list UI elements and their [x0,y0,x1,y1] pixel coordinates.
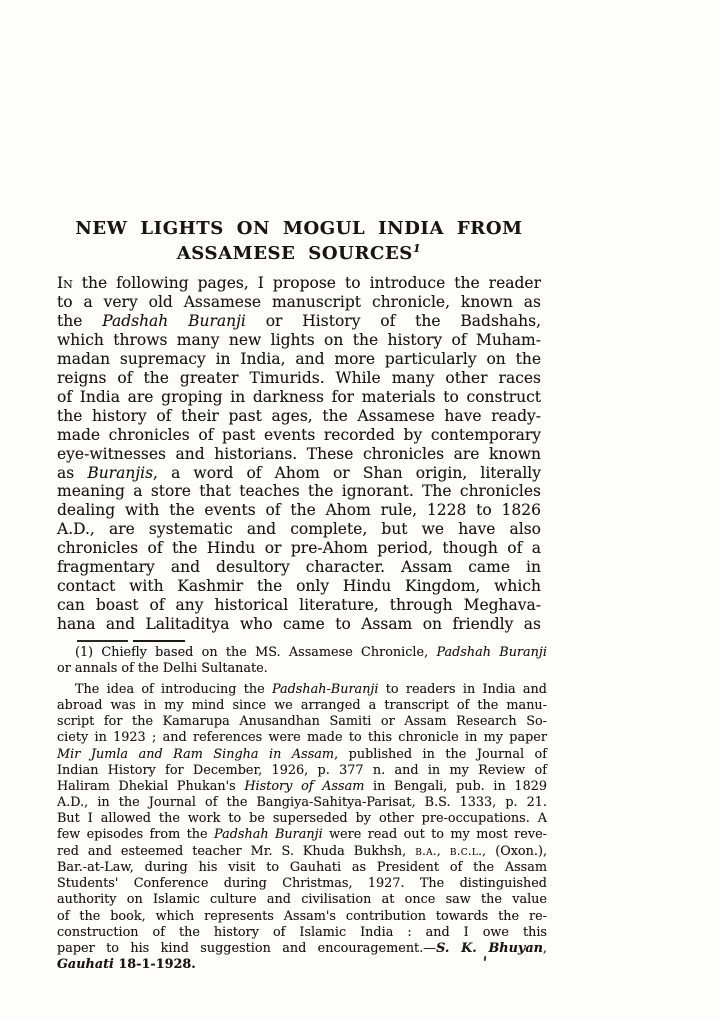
text-segment: Padshah-Buranji [271,682,379,698]
footnote-rule-segment [133,640,185,642]
text-segment: the following pages, I propose to introduce the reader [72,274,541,292]
text-line [57,388,541,407]
text-segment: construction of the history of Islamic India : and I owe this [57,924,547,940]
text-segment: Students' Conference during Christmas, 1927. The distinguished [57,876,547,892]
text-segment: ciety in 1923 ; and references were made to this chronicle in my paper [57,730,547,746]
text-line [57,957,547,973]
text-line [57,350,541,369]
text-segment: (1) Chiefly based on the MS. Assamese Chronicle, [75,645,437,660]
text-segment: of the book, which represents Assam's contribution towards the re- [57,908,547,924]
text-segment: ASSAMESE SOURCES [176,243,413,264]
footnote-separator-rule [77,640,185,642]
text-line [57,293,541,312]
text-line [57,925,547,941]
text-segment: as [57,463,88,482]
text-segment: , published in the Journal of [334,746,548,762]
text-segment: which throws many new lights on the history of Muham- [57,330,541,349]
text-line [57,501,541,520]
text-segment: Gauhati [57,956,114,972]
text-segment: A.D., are systematic and complete, but we have also [57,520,541,539]
text-segment: or History of the Badshahs, [245,311,541,330]
text-line [57,730,547,746]
text-line [57,558,541,577]
text-line [57,747,547,763]
text-line [57,216,541,241]
text-line [57,909,547,925]
text-segment: can boast of any historical literature, through Meghava- [57,596,541,615]
text-segment: Haliram Dhekial Phukan's [57,778,245,794]
text-line [57,407,541,426]
text-line [57,369,541,388]
text-line [57,312,541,331]
text-line [57,682,547,698]
text-segment: chronicles of the Hindu or pre-Ahom period, though of a [57,539,541,558]
text-segment: , a word of Ahom or Shan origin, literally [153,463,541,482]
text-line [57,274,541,293]
text-segment: A.D., in the Journal of the Bangiya-Sahitya-Parisat, B.S. 1333, p. 21. [57,794,547,810]
text-segment: eye-witnesses and historians. These chronicles are known [57,444,541,463]
text-line [57,827,547,843]
text-segment: Padshah Buranji [436,645,547,660]
text-segment: authority on Islamic culture and civilisation at once saw the value [57,892,547,908]
text-line [57,714,547,730]
text-line [57,482,541,501]
text-line [57,241,541,266]
text-segment: n [63,274,73,292]
text-line [57,645,547,661]
text-line [57,698,547,714]
text-segment: in Bengali, pub. in 1829 [364,778,547,794]
text-line [57,860,547,876]
text-line [57,795,547,811]
text-segment: Padshah Buranji [102,311,246,330]
text-segment: (Oxon.), [486,844,548,860]
text-segment: b.a., b.c.l., [415,844,487,859]
text-line [57,876,547,892]
text-line [57,596,541,615]
text-segment: the [57,311,103,330]
text-line [57,661,547,677]
text-segment: contact with Kashmir the only Hindu Kingdom, which [57,577,541,596]
text-segment: or annals of the Delhi Sultanate. [57,661,268,677]
text-segment: Mir Jumla and Ram Singha in Assam [57,746,335,762]
text-segment: to readers in India and [378,682,547,698]
text-line [57,445,541,464]
text-segment: Padshah Buranji [214,827,323,843]
text-line [57,464,541,483]
text-segment: The idea of introducing the [75,682,272,698]
text-segment: red and esteemed teacher Mr. S. Khuda Bukhsh, [57,844,416,860]
text-segment: to a very old Assamese manuscript chronicle, known as [57,292,541,311]
footnote-paragraph-2 [57,682,547,973]
text-segment: script for the Kamarupa Anusandhan Samiti or Assam Research So- [57,714,547,730]
text-segment: Buranjis [87,463,154,482]
body-paragraph [57,274,541,634]
text-segment: madan supremacy in India, and more particularly on the [57,349,541,368]
text-segment: made chronicles of past events recorded by contemporary [57,425,541,444]
text-segment: paper to his kind suggestion and encouragement.— [57,940,437,956]
text-line [57,520,541,539]
text-segment: abroad was in my mind since we arranged a transcript of the manu- [57,698,547,714]
text-segment: reigns of the greater Timurids. While many other races [57,368,541,387]
footnote-rule-segment [77,640,128,642]
text-segment: NEW LIGHTS ON MOGUL INDIA FROM [75,218,523,239]
text-segment: But I allowed the work to be superseded by other pre-occupations. A [57,810,547,826]
text-segment: few episodes from the [57,827,215,843]
text-line [57,331,541,350]
footnote-block [57,645,547,973]
text-segment: dealing with the events of the Ahom rule, 1228 to 1826 [57,501,541,520]
text-line [57,941,547,957]
footnote-paragraph-1 [57,645,547,677]
text-segment: were read out to my most reve- [322,827,547,843]
text-line [57,843,547,860]
text-line [57,615,541,634]
text-segment: meaning a store that teaches the ignorant. The chronicles [57,482,541,501]
text-line [57,426,541,445]
page-title [57,216,541,266]
text-segment: fragmentary and desultory character. Assam came in [57,558,541,577]
text-segment: I [57,274,64,292]
text-segment: S. K. Bhuyan [436,940,543,956]
text-line [57,763,547,779]
text-segment: of India are groping in darkness for materials to construct [57,387,541,406]
text-line [57,577,541,596]
text-segment: Bar.-at-Law, during his visit to Gauhati as President of the Assam [57,860,547,876]
text-segment: Indian History for December, 1926, p. 377 n. and in my Review of [57,762,547,778]
text-line [57,892,547,908]
text-segment: the history of their past ages, the Assamese have ready- [57,406,541,425]
text-line [57,539,541,558]
text-segment: History of Assam [244,778,365,794]
text-line [57,811,547,827]
text-segment: 18-1-1928. [113,956,196,972]
text-segment: , [542,940,547,956]
text-segment: hana and Lalitaditya who came to Assam on friendly as [57,615,541,634]
text-segment: 1 [412,242,422,255]
text-line [57,779,547,795]
